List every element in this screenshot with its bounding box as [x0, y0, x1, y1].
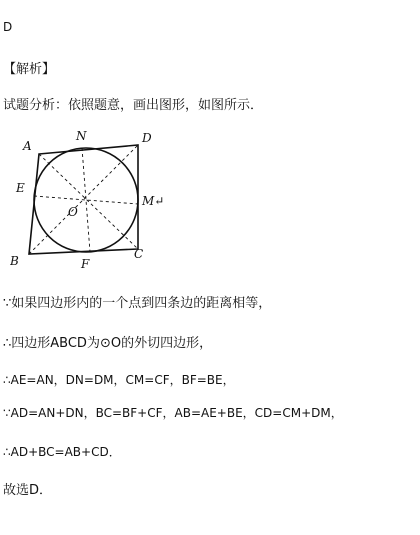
section-heading: 【解析】 [3, 62, 56, 77]
label-e: E [16, 181, 25, 195]
answer-text: D [3, 20, 13, 34]
label-f: F [81, 257, 90, 271]
solution-line-3: ∴AE=AN，DN=DM，CM=CF，BF=BE， [3, 373, 235, 387]
geometry-figure [10, 128, 190, 276]
label-d: D [142, 131, 152, 145]
solution-line-4: ∵AD=AN+DN，BC=BF+CF，AB=AE+BE，CD=CM+DM， [3, 406, 343, 420]
solution-line-5: ∴AD+BC=AB+CD． [3, 445, 121, 459]
label-b: B [10, 254, 19, 268]
label-c: C [134, 247, 144, 261]
label-n: N [76, 129, 87, 143]
solution-line-2: ∴四边形ABCD为⊙O的外切四边形， [3, 336, 213, 351]
label-m: M↵ [142, 194, 165, 208]
label-a: A [23, 139, 32, 153]
label-o: O [68, 205, 78, 219]
solution-line-6: 故选D． [3, 483, 53, 498]
analysis-text: 试题分析：依照题意，画出图形，如图所示． [3, 98, 264, 113]
solution-line-1: ∵如果四边形内的一个点到四条边的距离相等， [3, 296, 272, 311]
